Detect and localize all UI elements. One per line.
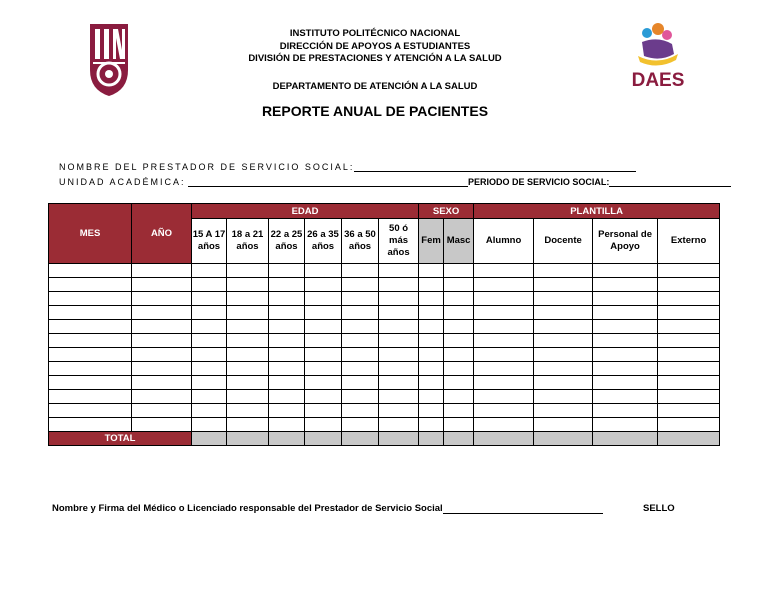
header-fem: Fem <box>419 219 444 264</box>
table-cell[interactable] <box>419 320 444 334</box>
table-row <box>49 390 720 404</box>
table-cell[interactable] <box>534 278 593 292</box>
table-cell[interactable] <box>658 264 720 278</box>
table-cell[interactable] <box>49 348 132 362</box>
table-cell[interactable] <box>658 404 720 418</box>
table-cell[interactable] <box>132 348 192 362</box>
table-cell[interactable] <box>305 362 342 376</box>
department-name: DEPARTAMENTO DE ATENCIÓN A LA SALUD <box>272 81 478 92</box>
signature-line <box>52 503 603 514</box>
table-cell[interactable] <box>227 348 269 362</box>
table-cell[interactable] <box>49 418 132 432</box>
table-row <box>49 362 720 376</box>
total-cell[interactable] <box>444 432 474 446</box>
daes-figure-icon <box>638 23 678 66</box>
patients-report-table <box>48 203 720 446</box>
table-cell[interactable] <box>534 362 593 376</box>
table-cell[interactable] <box>192 362 227 376</box>
table-cell[interactable] <box>227 376 269 390</box>
table-cell[interactable] <box>192 334 227 348</box>
institution-header <box>210 28 540 66</box>
table-cell[interactable] <box>342 306 379 320</box>
header-line-3: DIVISIÓN DE PRESTACIONES Y ATENCIÓN A LA SALUD <box>248 53 502 64</box>
table-cell[interactable] <box>132 390 192 404</box>
table-cell[interactable] <box>474 404 534 418</box>
table-cell[interactable] <box>342 376 379 390</box>
unidad-periodo-field <box>59 177 731 187</box>
table-cell[interactable] <box>444 334 474 348</box>
table-cell[interactable] <box>534 418 593 432</box>
header-edad-22-25: 22 a 25 años <box>269 219 305 264</box>
unidad-input-line[interactable] <box>188 177 468 187</box>
table-cell[interactable] <box>342 292 379 306</box>
header-line-1: INSTITUTO POLITÉCNICO NACIONAL <box>289 28 461 39</box>
table-cell[interactable] <box>49 334 132 348</box>
header-personal-apoyo: Personal de Apoyo <box>593 219 658 264</box>
table-cell[interactable] <box>534 320 593 334</box>
table-cell[interactable] <box>269 292 305 306</box>
table-cell[interactable] <box>419 264 444 278</box>
table-cell[interactable] <box>192 264 227 278</box>
table-cell[interactable] <box>269 418 305 432</box>
table-cell[interactable] <box>419 292 444 306</box>
table-cell[interactable] <box>49 292 132 306</box>
total-row <box>49 432 720 446</box>
periodo-input-line[interactable] <box>609 177 731 187</box>
table-cell[interactable] <box>342 320 379 334</box>
table-body <box>49 264 720 432</box>
table-cell[interactable] <box>379 418 419 432</box>
table-cell[interactable] <box>132 418 192 432</box>
table-cell[interactable] <box>379 390 419 404</box>
table-cell[interactable] <box>658 362 720 376</box>
table-cell[interactable] <box>132 320 192 334</box>
table-cell[interactable] <box>342 264 379 278</box>
table-cell[interactable] <box>49 390 132 404</box>
table-cell[interactable] <box>419 418 444 432</box>
header-docente: Docente <box>534 219 593 264</box>
table-cell[interactable] <box>305 376 342 390</box>
table-row <box>49 418 720 432</box>
table-cell[interactable] <box>227 404 269 418</box>
table-row <box>49 306 720 320</box>
table-cell[interactable] <box>227 292 269 306</box>
table-row <box>49 376 720 390</box>
table-cell[interactable] <box>305 278 342 292</box>
table-cell[interactable] <box>269 348 305 362</box>
table-cell[interactable] <box>593 334 658 348</box>
header-edad-36-50: 36 a 50 años <box>342 219 379 264</box>
daes-wordmark: DAES <box>631 70 685 90</box>
table-cell[interactable] <box>474 264 534 278</box>
table-cell[interactable] <box>444 278 474 292</box>
table-cell[interactable] <box>49 264 132 278</box>
table-cell[interactable] <box>593 306 658 320</box>
table-cell[interactable] <box>305 292 342 306</box>
periodo-label: PERIODO DE SERVICIO SOCIAL: <box>468 177 610 187</box>
table-cell[interactable] <box>444 348 474 362</box>
header-masc: Masc <box>444 219 474 264</box>
table-cell[interactable] <box>534 306 593 320</box>
table-cell[interactable] <box>444 292 474 306</box>
table-cell[interactable] <box>305 390 342 404</box>
table-cell[interactable] <box>379 320 419 334</box>
table-cell[interactable] <box>269 376 305 390</box>
table-cell[interactable] <box>444 306 474 320</box>
table-row <box>49 320 720 334</box>
table-cell[interactable] <box>132 334 192 348</box>
table-cell[interactable] <box>269 404 305 418</box>
table-cell[interactable] <box>474 292 534 306</box>
table-cell[interactable] <box>342 348 379 362</box>
table-cell[interactable] <box>49 362 132 376</box>
table-cell[interactable] <box>658 320 720 334</box>
table-cell[interactable] <box>269 306 305 320</box>
table-cell[interactable] <box>474 418 534 432</box>
header-edad-15-17: 15 A 17 años <box>192 219 227 264</box>
total-cell[interactable] <box>474 432 534 446</box>
table-cell[interactable] <box>534 292 593 306</box>
table-cell[interactable] <box>132 292 192 306</box>
table-cell[interactable] <box>444 418 474 432</box>
table-cell[interactable] <box>379 404 419 418</box>
total-cell[interactable] <box>342 432 379 446</box>
table-cell[interactable] <box>227 306 269 320</box>
table-cell[interactable] <box>419 348 444 362</box>
table-cell[interactable] <box>474 348 534 362</box>
table-cell[interactable] <box>192 306 227 320</box>
header-edad-26-35: 26 a 35 años <box>305 219 342 264</box>
table-cell[interactable] <box>474 376 534 390</box>
table-cell[interactable] <box>269 334 305 348</box>
table-cell[interactable] <box>269 264 305 278</box>
table-cell[interactable] <box>192 390 227 404</box>
table-cell[interactable] <box>49 278 132 292</box>
table-cell[interactable] <box>49 404 132 418</box>
table-cell[interactable] <box>227 278 269 292</box>
table-cell[interactable] <box>444 404 474 418</box>
total-cell[interactable] <box>658 432 720 446</box>
table-cell[interactable] <box>474 306 534 320</box>
table-cell[interactable] <box>132 404 192 418</box>
table-cell[interactable] <box>593 404 658 418</box>
table-cell[interactable] <box>474 390 534 404</box>
table-cell[interactable] <box>658 348 720 362</box>
table-cell[interactable] <box>305 418 342 432</box>
table-cell[interactable] <box>132 362 192 376</box>
table-row <box>49 348 720 362</box>
table-cell[interactable] <box>474 320 534 334</box>
table-cell[interactable] <box>49 320 132 334</box>
table-row <box>49 292 720 306</box>
table-cell[interactable] <box>132 278 192 292</box>
table-cell[interactable] <box>658 292 720 306</box>
unidad-label: UNIDAD ACADÉMICA: <box>59 177 186 187</box>
table-cell[interactable] <box>132 264 192 278</box>
total-cell[interactable] <box>269 432 305 446</box>
table-cell[interactable] <box>192 278 227 292</box>
table-cell[interactable] <box>593 320 658 334</box>
ipn-crest-icon <box>84 20 134 98</box>
table-cell[interactable] <box>658 418 720 432</box>
table-cell[interactable] <box>474 362 534 376</box>
table-cell[interactable] <box>379 278 419 292</box>
table-cell[interactable] <box>379 362 419 376</box>
table-cell[interactable] <box>658 278 720 292</box>
header-externo: Externo <box>658 219 720 264</box>
table-cell[interactable] <box>192 292 227 306</box>
table-cell[interactable] <box>534 404 593 418</box>
total-label: TOTAL <box>49 432 192 446</box>
table-cell[interactable] <box>593 362 658 376</box>
total-cell[interactable] <box>227 432 269 446</box>
table-cell[interactable] <box>419 390 444 404</box>
table-cell[interactable] <box>658 334 720 348</box>
table-cell[interactable] <box>342 404 379 418</box>
total-cell[interactable] <box>192 432 227 446</box>
table-cell[interactable] <box>593 278 658 292</box>
table-cell[interactable] <box>269 390 305 404</box>
table-cell[interactable] <box>419 362 444 376</box>
table-row <box>49 334 720 348</box>
table-cell[interactable] <box>419 404 444 418</box>
table-cell[interactable] <box>227 264 269 278</box>
table-cell[interactable] <box>342 418 379 432</box>
signature-label: Nombre y Firma del Médico o Licenciado responsable del Prestador de Servicio Social <box>52 503 443 514</box>
table-cell[interactable] <box>379 376 419 390</box>
table-row <box>49 264 720 278</box>
table-cell[interactable] <box>342 362 379 376</box>
table-cell[interactable] <box>444 362 474 376</box>
table-cell[interactable] <box>593 418 658 432</box>
table-cell[interactable] <box>419 306 444 320</box>
total-cell[interactable] <box>534 432 593 446</box>
table-cell[interactable] <box>593 264 658 278</box>
header-mes: MES <box>49 204 132 264</box>
table-cell[interactable] <box>444 320 474 334</box>
table-cell[interactable] <box>593 390 658 404</box>
table-cell[interactable] <box>379 292 419 306</box>
table-cell[interactable] <box>227 390 269 404</box>
sello-label: SELLO <box>643 503 675 514</box>
total-cell[interactable] <box>419 432 444 446</box>
table-cell[interactable] <box>534 390 593 404</box>
table-cell[interactable] <box>342 278 379 292</box>
table-row <box>49 404 720 418</box>
table-cell[interactable] <box>419 376 444 390</box>
total-cell[interactable] <box>593 432 658 446</box>
table-cell[interactable] <box>534 348 593 362</box>
table-cell[interactable] <box>305 348 342 362</box>
total-cell[interactable] <box>305 432 342 446</box>
table-cell[interactable] <box>192 376 227 390</box>
table-cell[interactable] <box>305 306 342 320</box>
header-alumno: Alumno <box>474 219 534 264</box>
table-cell[interactable] <box>444 264 474 278</box>
table-cell[interactable] <box>534 376 593 390</box>
page-title: REPORTE ANUAL DE PACIENTES <box>261 103 489 119</box>
table-cell[interactable] <box>593 376 658 390</box>
table-cell[interactable] <box>227 362 269 376</box>
table-cell[interactable] <box>132 376 192 390</box>
header-line-2: DIRECCIÓN DE APOYOS A ESTUDIANTES <box>279 40 471 52</box>
header-edad-50-plus: 50 ó más años <box>379 219 419 264</box>
prestador-input-line[interactable] <box>354 162 636 172</box>
table-cell[interactable] <box>658 306 720 320</box>
header-anio: AÑO <box>132 204 192 264</box>
table-cell[interactable] <box>227 418 269 432</box>
total-cell[interactable] <box>379 432 419 446</box>
table-cell[interactable] <box>593 348 658 362</box>
table-cell[interactable] <box>192 348 227 362</box>
header-sexo: SEXO <box>419 204 474 219</box>
table-cell[interactable] <box>534 264 593 278</box>
table-cell[interactable] <box>444 376 474 390</box>
table-row <box>49 278 720 292</box>
table-cell[interactable] <box>49 376 132 390</box>
table-cell[interactable] <box>192 320 227 334</box>
table-cell[interactable] <box>269 320 305 334</box>
table-cell[interactable] <box>379 334 419 348</box>
table-cell[interactable] <box>227 334 269 348</box>
table-cell[interactable] <box>269 278 305 292</box>
daes-logo <box>622 20 694 90</box>
header-edad: EDAD <box>192 204 419 219</box>
table-cell[interactable] <box>305 334 342 348</box>
prestador-label: NOMBRE DEL PRESTADOR DE SERVICIO SOCIAL: <box>59 162 355 172</box>
prestador-field <box>59 162 636 172</box>
header-plantilla: PLANTILLA <box>474 204 720 219</box>
table-cell[interactable] <box>658 390 720 404</box>
table-cell[interactable] <box>49 306 132 320</box>
table-cell[interactable] <box>132 306 192 320</box>
table-cell[interactable] <box>534 334 593 348</box>
table-cell[interactable] <box>419 278 444 292</box>
table-cell[interactable] <box>192 404 227 418</box>
table-cell[interactable] <box>269 362 305 376</box>
table-cell[interactable] <box>474 278 534 292</box>
table-cell[interactable] <box>379 306 419 320</box>
table-cell[interactable] <box>342 334 379 348</box>
signature-input-line[interactable] <box>443 504 603 514</box>
table-cell[interactable] <box>342 390 379 404</box>
table-cell[interactable] <box>658 376 720 390</box>
table-cell[interactable] <box>379 264 419 278</box>
table-cell[interactable] <box>305 404 342 418</box>
table-cell[interactable] <box>379 348 419 362</box>
table-cell[interactable] <box>305 320 342 334</box>
header-edad-18-21: 18 a 21 años <box>227 219 269 264</box>
table-cell[interactable] <box>227 320 269 334</box>
department-header <box>210 81 540 94</box>
table-cell[interactable] <box>444 390 474 404</box>
table-cell[interactable] <box>593 292 658 306</box>
table-cell[interactable] <box>305 264 342 278</box>
table-cell[interactable] <box>192 418 227 432</box>
table-cell[interactable] <box>419 334 444 348</box>
table-cell[interactable] <box>474 334 534 348</box>
